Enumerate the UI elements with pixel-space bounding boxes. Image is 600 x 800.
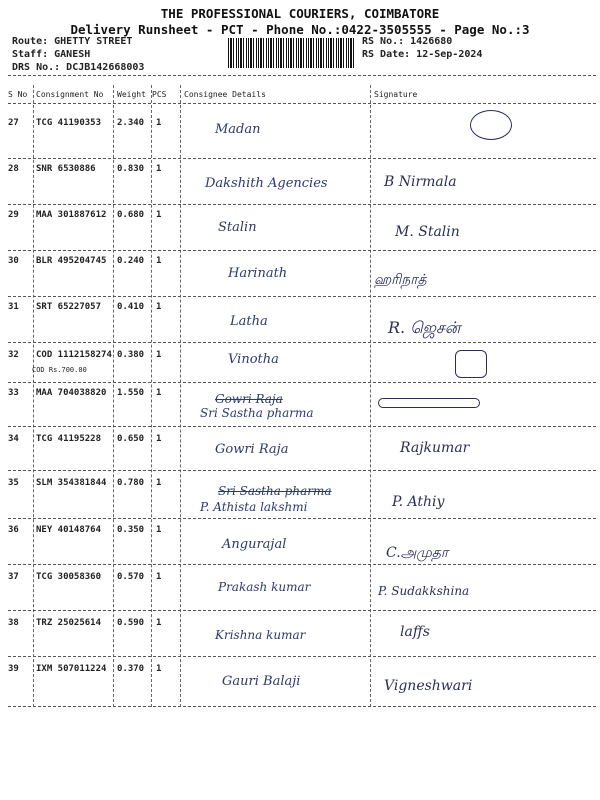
signature-handwriting: Rajkumar <box>400 440 470 456</box>
signature-handwriting: laffs <box>400 624 430 640</box>
row-weight: 0.570 <box>117 572 145 582</box>
consignee-handwriting: Dakshith Agencies <box>205 176 328 191</box>
consignee-handwriting: Vinotha <box>228 352 279 367</box>
consignee-handwriting: Sri Sastha pharma <box>200 406 314 420</box>
divider <box>8 75 596 76</box>
row-consignment: IXM 507011224 <box>36 664 107 674</box>
consignee-handwriting: Angurajal <box>222 537 287 552</box>
row-sno: 39 <box>8 664 19 674</box>
route-label: Route: GHETTY STREET <box>12 36 133 47</box>
divider <box>8 103 596 104</box>
row-divider <box>8 610 596 611</box>
company-name: THE PROFESSIONAL COURIERS, COIMBATORE <box>160 6 440 21</box>
row-weight: 0.680 <box>117 210 145 220</box>
consignee-handwriting: Krishna kumar <box>215 628 306 642</box>
signature-scribble <box>470 110 512 140</box>
row-pcs: 1 <box>156 302 162 312</box>
row-divider <box>8 426 596 427</box>
row-sno: 30 <box>8 256 19 266</box>
row-divider <box>8 158 596 159</box>
signature-handwriting: P. Sudakkshina <box>378 584 470 598</box>
row-pcs: 1 <box>156 525 162 535</box>
row-weight: 0.350 <box>117 525 145 535</box>
row-pcs: 1 <box>156 434 162 444</box>
row-consignment: SLM 354381844 <box>36 478 107 488</box>
header-weight: Weight <box>117 90 146 99</box>
row-consignment: MAA 704038820 <box>36 388 107 398</box>
consignee-struck-handwriting: Sri Sastha pharma <box>218 484 332 498</box>
row-sno: 34 <box>8 434 19 444</box>
row-weight: 1.550 <box>117 388 145 398</box>
row-pcs: 1 <box>156 388 162 398</box>
column-divider <box>151 85 152 707</box>
signature-handwriting: B Nirmala <box>384 174 457 190</box>
header-consignee: Consignee Details <box>184 90 266 99</box>
column-divider <box>180 85 181 707</box>
row-divider <box>8 656 596 657</box>
row-divider <box>8 296 596 297</box>
signature-handwriting: R. ஜெசன் <box>388 318 461 337</box>
header-sno: S No <box>8 90 28 99</box>
row-weight: 0.830 <box>117 164 145 174</box>
header-pcs: PCS <box>152 90 167 99</box>
row-sno: 36 <box>8 525 19 535</box>
row-sno: 27 <box>8 118 19 128</box>
row-weight: 0.380 <box>117 350 145 360</box>
signature-handwriting: P. Athiy <box>392 494 445 510</box>
row-consignment: TRZ 25025614 <box>36 618 102 628</box>
row-pcs: 1 <box>156 118 162 128</box>
rs-number: RS No.: 1426680 <box>362 36 453 47</box>
row-pcs: 1 <box>156 350 162 360</box>
row-consignment: TCG 41195228 <box>36 434 102 444</box>
row-consignment: NEY 40148764 <box>36 525 102 535</box>
consignee-handwriting: Gauri Balaji <box>222 674 301 689</box>
row-pcs: 1 <box>156 618 162 628</box>
row-sno: 38 <box>8 618 19 628</box>
row-consignment: BLR 495204745 <box>36 256 107 266</box>
signature-handwriting: Vigneshwari <box>384 678 473 694</box>
row-pcs: 1 <box>156 664 162 674</box>
row-pcs: 1 <box>156 478 162 488</box>
consignee-handwriting: Madan <box>215 122 261 137</box>
row-divider <box>8 204 596 205</box>
row-divider <box>8 564 596 565</box>
row-sno: 29 <box>8 210 19 220</box>
rs-date: RS Date: 12-Sep-2024 <box>362 49 483 60</box>
column-divider <box>33 85 34 707</box>
header-signature: Signature <box>374 90 418 99</box>
row-divider <box>8 250 596 251</box>
signature-scribble <box>455 350 487 378</box>
drs-number: DRS No.: DCJB142668003 <box>12 62 145 73</box>
consignee-handwriting: Latha <box>230 314 268 329</box>
row-consignment: COD 1112158274 <box>36 350 112 360</box>
row-consignment: TCG 41190353 <box>36 118 102 128</box>
row-pcs: 1 <box>156 572 162 582</box>
row-sno: 35 <box>8 478 19 488</box>
row-pcs: 1 <box>156 210 162 220</box>
row-divider <box>8 342 596 343</box>
row-pcs: 1 <box>156 164 162 174</box>
row-weight: 0.410 <box>117 302 145 312</box>
header-consignment: Consignment No <box>36 90 104 99</box>
column-divider <box>113 85 114 707</box>
row-pcs: 1 <box>156 256 162 266</box>
consignee-handwriting: Stalin <box>218 220 257 235</box>
row-consignment: MAA 301887612 <box>36 210 107 220</box>
row-sno: 33 <box>8 388 19 398</box>
row-divider <box>8 382 596 383</box>
consignee-handwriting: P. Athista lakshmi <box>200 500 308 514</box>
row-divider <box>8 706 596 707</box>
row-weight: 0.590 <box>117 618 145 628</box>
row-divider <box>8 518 596 519</box>
row-sno: 28 <box>8 164 19 174</box>
signature-handwriting: ஹரிநாத் <box>374 272 427 288</box>
row-consignment: SNR 6530886 <box>36 164 96 174</box>
row-weight: 0.240 <box>117 256 145 266</box>
row-weight: 0.370 <box>117 664 145 674</box>
row-sno: 31 <box>8 302 19 312</box>
row-sno: 37 <box>8 572 19 582</box>
barcode-image <box>228 38 356 68</box>
consignee-handwriting: Gowri Raja <box>215 442 289 457</box>
column-divider <box>370 85 371 707</box>
signature-handwriting: C.அமுதா <box>386 545 449 561</box>
row-divider <box>8 470 596 471</box>
row-consignment: SRT 65227057 <box>36 302 102 312</box>
row-sno: 32 <box>8 350 19 360</box>
row-consignment: TCG 30058360 <box>36 572 102 582</box>
cod-amount: COD Rs.700.00 <box>32 366 87 374</box>
signature-handwriting: M. Stalin <box>395 224 460 240</box>
row-weight: 2.340 <box>117 118 145 128</box>
row-weight: 0.780 <box>117 478 145 488</box>
staff-label: Staff: GANESH <box>12 49 91 60</box>
consignee-struck-handwriting: Gowri Raja <box>215 392 283 406</box>
consignee-handwriting: Harinath <box>228 266 288 281</box>
consignee-handwriting: Prakash kumar <box>218 580 311 594</box>
signature-scribble <box>378 398 480 408</box>
row-weight: 0.650 <box>117 434 145 444</box>
runsheet-subtitle: Delivery Runsheet - PCT - Phone No.:0422-3505555 - Page No.:3 <box>70 22 530 37</box>
